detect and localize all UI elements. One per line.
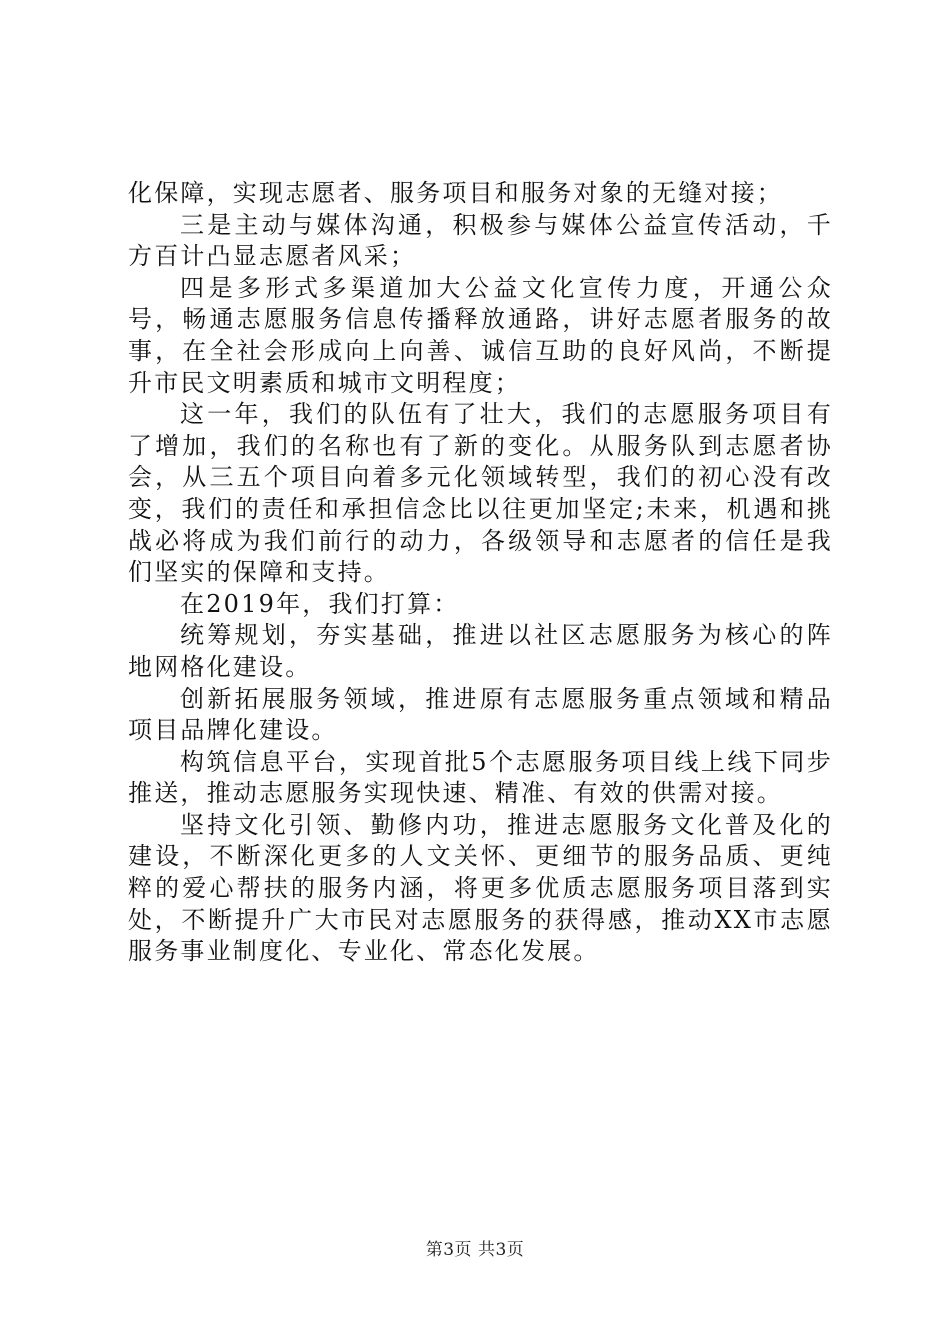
paragraph-media-outreach: 三是主动与媒体沟通，积极参与媒体公益宣传活动，千方百计凸显志愿者风采；	[128, 210, 833, 271]
paragraph-plan-item-3: 构筑信息平台，实现首批5个志愿服务项目线上线下同步推送，推动志愿服务实现快速、精准、有效的供需对接。	[128, 747, 833, 808]
paragraph-continuation: 化保障，实现志愿者、服务项目和服务对象的无缝对接；	[128, 179, 783, 207]
paragraph-publicity: 四是多形式多渠道加大公益文化宣传力度，开通公众号，畅通志愿服务信息传播释放通路，讲好志愿者服务的故事，在全社会形成向上向善、诚信互助的良好风尚，不断提升市民文明素质和城市文明程度；	[128, 273, 833, 397]
page-number: 第3页 共3页	[425, 1240, 525, 1260]
paragraph-plan-item-1: 统筹规划，夯实基础，推进以社区志愿服务为核心的阵地网格化建设。	[128, 621, 833, 681]
paragraph-year-summary: 这一年，我们的队伍有了壮大，我们的志愿服务项目有了增加，我们的名称也有了新的变化。从服务队到志愿者协会，从三五个项目向着多元化领域转型，我们的初心没有改变，我们的责任和承担信念比以往更加坚定;未来，机遇和挑战必将成为我们前行的动力，各级领导和志愿者的信任是我们坚实的保障和支持。	[128, 400, 833, 587]
paragraph-plan-item-4: 坚持文化引领、勤修内功，推进志愿服务文化普及化的建设，不断深化更多的人文关怀、更细节的服务品质、更纯粹的爱心帮扶的服务内涵，将更多优质志愿服务项目落到实处，不断提升广大市民对志愿服务的获得感，推动XX市志愿服务事业制度化、专业化、常态化发展。	[128, 810, 833, 966]
paragraph-plan-intro: 在2019年，我们打算：	[180, 589, 460, 618]
document-body	[128, 178, 833, 968]
paragraph-plan-item-2: 创新拓展服务领域，推进原有志愿服务重点领域和精品项目品牌化建设。	[128, 684, 833, 745]
